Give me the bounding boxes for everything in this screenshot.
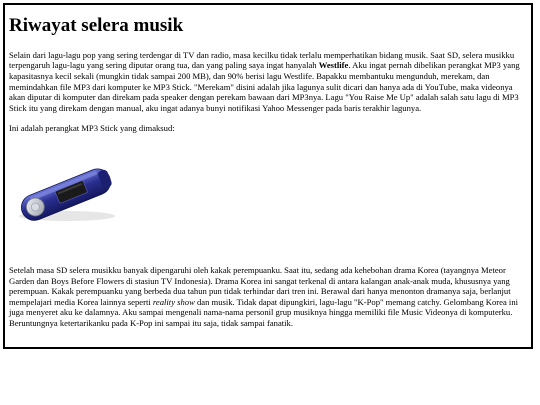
article-title: Riwayat selera musik — [9, 15, 184, 36]
intro-text-1: Selain dari lagu-lagu pop yang sering terdengar di TV dan radio, masa kecilku tidak terlalu memperhatikan bidang musik. Saat SD, selera musikku terpengaruh lagu-lagu yang sering diputar orang tua, dan yang paling saya ingat hanyalah — [9, 49, 515, 71]
outro-paragraph — [9, 265, 527, 329]
outro-italic-reality-show: reality show — [152, 296, 195, 307]
article-frame — [3, 3, 533, 349]
mp3-stick-figure — [9, 144, 527, 257]
outro-text-2: dan musik. Tidak dapat dipungkiri, lagu-lagu "K-Pop" memang catchy. Gelombang Korea ini juga menyeret aku ke dalamnya. Aku sampai mengenali nama-nama personil grup musiknya hingga memiliki file Music Videonya di komputerku. Beruntungnya ketertarikanku pada K-Pop ini sampai itu saja, tidak sampai fanatik. — [9, 296, 519, 328]
outro-text-1: Setelah masa SD selera musikku banyak dipengaruhi oleh kakak perempuanku. Saat itu, sedang ada kehebohan drama Korea (tayangnya Meteor Garden dan Boys Before Flowers di stasiun TV Indonesia). Drama Korea ini sangat terkenal di antara kalangan anak-anak muda, khususnya yang perempuan. Kakak perempuanku yang berbeda dua tahun pun tidak terhindar dari tren ini. Berawal dari hanya menonton dramanya saja, berlanjut mempelajari media Korea lainnya seperti — [9, 264, 511, 307]
intro-bold-westlife: Westlife — [318, 60, 349, 71]
intro-text-2: . Aku ingat pernah dibelikan perangkat MP3 yang kapasitasnya kecil sekali (mungkin tidak sampai 200 MB), dan 90% berisi lagu Westlife. Bapakku membantuku mengunduh, merekam, dan memindahkan file MP3 dari komputer ke MP3 Stick. "Merekam" disini adalah jika lagunya sulit dicari dan hanya ada di YouTube, maka videonya akan diputar di komputer dan direkam pada speaker dengan perekam bawaan dari MP3nya. Lagu "You Raise Me Up" adalah salah satu lagu di MP3 Stick itu yang direkam dengan manual, aku ingat adanya bunyi notifikasi Yahoo Messenger pada baris terakhir lagunya. — [9, 60, 520, 113]
device-caption: Ini adalah perangkat MP3 Stick yang dimaksud: — [9, 123, 175, 134]
intro-paragraph — [9, 50, 527, 114]
mp3-stick-image — [11, 164, 119, 226]
